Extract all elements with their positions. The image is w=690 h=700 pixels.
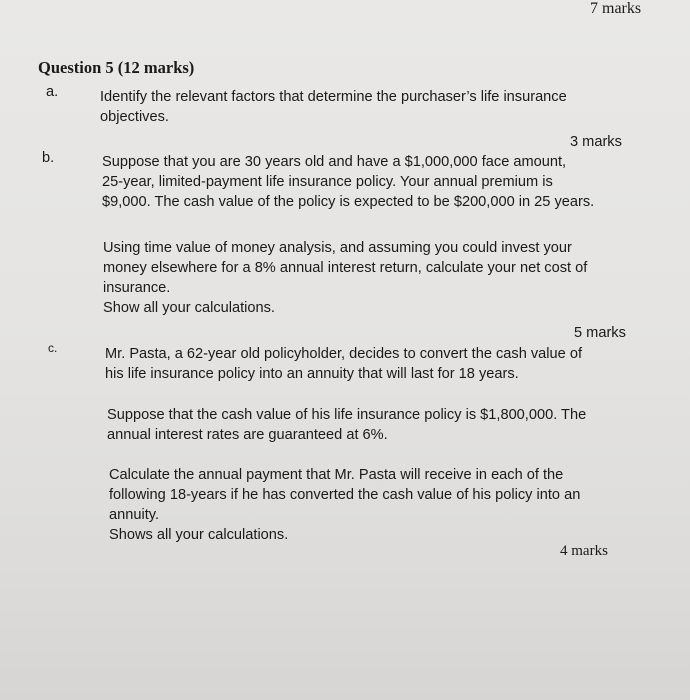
part-b-marks: 5 marks — [574, 325, 626, 341]
part-c-label: c. — [48, 341, 58, 355]
part-c-text-2 — [107, 405, 586, 445]
text-line: Suppose that you are 30 years old and have a $1,000,000 face amount, — [102, 154, 567, 170]
text-line: objectives. — [100, 109, 169, 125]
text-line: Shows all your calculations. — [109, 527, 289, 543]
part-b-text — [102, 152, 594, 212]
text-line: Show all your calculations. — [103, 300, 275, 316]
part-b-text-2 — [103, 238, 587, 318]
part-a-label: a. — [46, 84, 59, 100]
text-line: money elsewhere for a 8% annual interest return, calculate your net cost of — [103, 260, 588, 276]
question-title: Question 5 (12 marks) — [38, 58, 195, 77]
text-line: annuity. — [109, 507, 160, 523]
text-line: Mr. Pasta, a 62-year old policyholder, decides to convert the cash value of — [105, 346, 582, 362]
text-line: insurance. — [103, 280, 171, 296]
text-line: Calculate the annual payment that Mr. Pasta will receive in each of the — [109, 467, 564, 483]
part-c-marks: 4 marks — [560, 543, 608, 559]
part-a-text — [100, 87, 567, 127]
part-c-text — [105, 344, 582, 384]
text-line: 25-year, limited-payment life insurance policy. Your annual premium is — [102, 174, 553, 190]
part-a-marks: 3 marks — [570, 134, 622, 150]
text-line: Identify the relevant factors that determine the purchaser’s life insurance — [100, 89, 567, 105]
text-line: Suppose that the cash value of his life insurance policy is $1,800,000. The — [107, 407, 587, 423]
part-c-text-3 — [109, 465, 580, 545]
text-line: following 18-years if he has converted the cash value of his policy into an — [109, 487, 581, 503]
text-line: $9,000. The cash value of the policy is expected to be $200,000 in 25 years. — [102, 194, 595, 210]
text-line: annual interest rates are guaranteed at 6%. — [107, 427, 388, 443]
top-marks: 7 marks — [590, 0, 642, 17]
text-line: Using time value of money analysis, and assuming you could invest your — [103, 240, 572, 256]
text-line: his life insurance policy into an annuity that will last for 18 years. — [105, 366, 519, 382]
part-b-label: b. — [42, 150, 55, 166]
